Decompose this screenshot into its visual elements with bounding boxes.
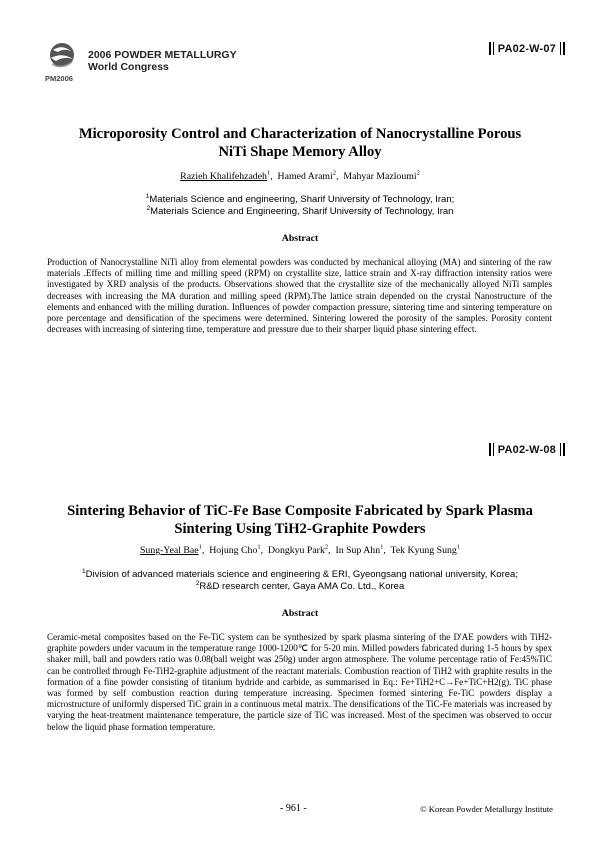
author-affiliation-mark: 1 — [198, 543, 202, 551]
author-affiliation-mark: 1 — [257, 543, 261, 551]
logo-text: PM2006 — [45, 74, 73, 83]
abstract-heading: Abstract — [281, 608, 319, 619]
author-name: Hojung Cho — [209, 545, 258, 556]
abstract-body: Production of Nanocrystalline NiTi alloy from elemental powders was conducted by mechanical alloying (MA) and sintering of the raw materials .Effects of milling time and milling speed (RPM) on crystallite size, lattice strain and X-ray diffraction intensity ratios were investigated by XRD analysis of the products. Observations showed that the crystallite size of the mechanically alloyed NiTi samples decreases with increasing the MA duration and milling speed (RPM).The lattice strain depended on the crystal Nanostructure of the elements and enhanced with the milling duration. Influences of powder compaction pressure, sintering time and sintering temperature on pore percentage and densification of the specimens were determined. Sintering lowered the porosity of the samples. Porosity content decreases with increasing of sintering time, temperature and pressure due to their sharper liquid phase sintering effect. — [47, 257, 552, 335]
author-affiliation-mark: 1 — [266, 169, 271, 177]
paper-title-line1: Microporosity Control and Characterization of Nanocrystalline Porous — [78, 126, 522, 142]
paper-title-line1: Sintering Behavior of TiC-Fe Base Composite Fabricated by Spark Plasma — [67, 503, 533, 519]
author-name: Mahyar Mazloumi — [343, 171, 417, 182]
affiliation-line: $^2$R&D research center, Gaya AMA Co. Ltd., Korea — [195, 579, 405, 592]
author-name: Hamed Arami — [277, 171, 333, 182]
author-affiliation-mark: 2 — [332, 169, 337, 177]
author-affiliation-mark: 1 — [380, 543, 384, 551]
conference-line2: World Congress — [88, 61, 169, 73]
author-name: In Sup Ahn — [335, 545, 381, 556]
abstract-body: Ceramic-metal composites based on the Fe-TiC system can be synthesized by spark plasma sintering of the D'AE powders with TiH2-graphite powders under vacuum in the temperature range 1000-1200℃ for 5-20 min. Milled powders fabricated during 1-5 hours by spex shaker mill, ball and powders ratio was 0.08(ball weight was 250g) under argon atmosphere. The volume percentage ratio of Fe:45%TiC can be controlled through Fe-TiH2-graphite adjustment of the reactant materials. Combustion reaction of TiH2 with graphite results in the formation of a fine powder consisting of titanium hydride and carbide, as summarised in Eq.: Fe+TiH2+C→Fe+TiC+H2(g). TiC phase was formed by self combustion reaction during temperature increasing. Specimen formed sintering Fe-TiC powders display a microstructure of uniformly dispersed TiC grain in a continuous metal matrix. The densifications of the TiC-Fe materials was increased by varying the heat-treatment maintenance temperature, the particle size of TiC was increased. Most of the specimen was observed to occur below the liquid phase formation temperature. — [47, 632, 552, 732]
abstract-heading: Abstract — [281, 233, 319, 244]
affiliation-line: $^1$Materials Science and engineering, Sharif University of Technology, Iran; — [145, 192, 455, 205]
author-affiliation-mark: 1 — [456, 543, 461, 551]
pm2006-logo — [44, 42, 78, 86]
author-affiliation-mark: 2 — [324, 543, 329, 551]
paper-code-badge — [488, 443, 566, 456]
paper-code-badge — [488, 42, 566, 55]
paper-title — [40, 125, 560, 161]
paper-title-line2: Sintering Using TiH2-Graphite Powders — [174, 521, 426, 537]
affiliations — [40, 569, 560, 592]
affiliations — [40, 194, 560, 217]
affiliation-line: $^2$Materials Science and Engineering, Sharif University of Technology, Iran — [146, 204, 454, 217]
conference-name — [88, 49, 237, 73]
paper-code: PA02-W-08 — [497, 443, 556, 456]
conference-line1: 2006 POWDER METALLURGY — [88, 49, 237, 61]
paper-title — [40, 502, 560, 538]
paper-title-line2: NiTi Shape Memory Alloy — [218, 144, 382, 160]
paper-code: PA02-W-07 — [497, 42, 556, 55]
author-name: Razieh Khalifehzadeh — [180, 171, 267, 182]
affiliation-line: $^1$Division of advanced materials science and engineering & ERI, Gyeongsang national university, Korea; — [82, 567, 518, 580]
copyright-notice: © Korean Powder Metallurgy Institute — [420, 804, 553, 814]
author-name: Tek Kyung Sung — [390, 545, 457, 556]
page-number: - 961 - — [280, 803, 307, 814]
author-list: Sung-Yeal Bae$^1$, Hojung Cho$^1$, Dongkyu Park$^2$, In Sup Ahn$^1$, Tek Kyung Sung$^1$ — [139, 543, 461, 556]
author-name: Sung-Yeal Bae — [139, 545, 199, 556]
author-list: Razieh Khalifehzadeh$^1$, Hamed Arami$^2$, Mahyar Mazloumi$^2$ — [180, 169, 420, 182]
author-affiliation-mark: 2 — [416, 169, 420, 177]
author-name: Dongkyu Park — [267, 545, 325, 556]
